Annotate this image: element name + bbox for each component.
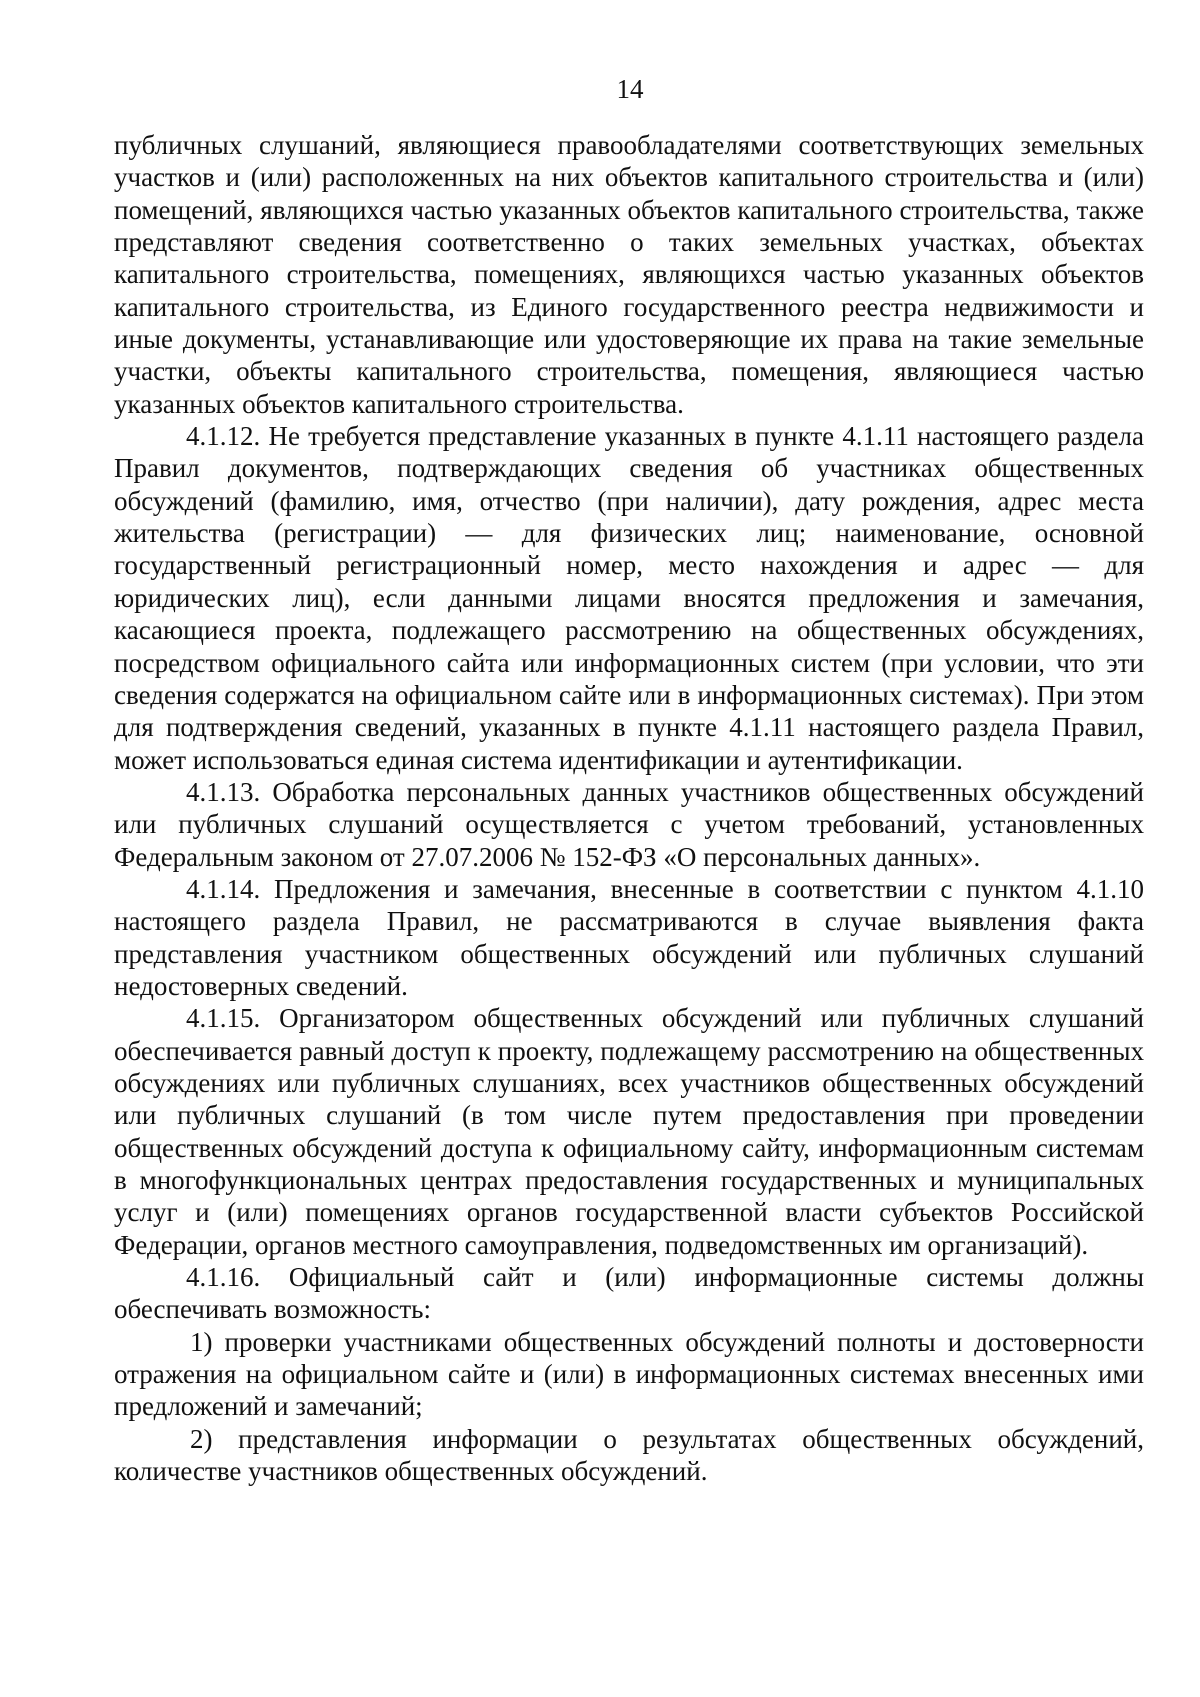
paragraph-4-1-14: 4.1.14. Предложения и замечания, внесенные в соответствии с пунктом 4.1.10 настоящего раздела Правил, не рассматриваются в случае выявления факта представления участником общественных обсуждений или публичных слушаний недостоверных сведений. [114, 873, 1144, 1001]
paragraph-4-1-16: 4.1.16. Официальный сайт и (или) информационные системы должны обеспечивать возможность: [114, 1262, 1144, 1325]
paragraph-4-1-12: 4.1.12. Не требуется представление указанных в пункте 4.1.11 настоящего раздела Правил документов, подтверждающих сведения об участниках общественных обсуждений (фамилию, имя, отчество (при наличии), дату рождения, адрес места жительства (регистрации) — для физических лиц; наименование, основной государственный регистрационный номер, место нахождения и адрес — для юридических лиц), если данными лицами вносятся предложения и замечания, касающиеся проекта, подлежащего рассмотрению на общественных обсуждениях, посредством официального сайта или информационных систем (при условии, что эти сведения содержатся на официальном сайте или в информационных системах). При этом для подтверждения сведений, указанных в пункте 4.1.11 настоящего раздела Правил, может использоваться единая система идентификации и аутентификации. [114, 421, 1144, 775]
paragraph-4-1-13: 4.1.13. Обработка персональных данных участников общественных обсуждений или публичных слушаний осуществляется с учетом требований, установленных Федеральным законом от 27.07.2006 № 152-ФЗ «О персональных данных». [114, 776, 1144, 872]
page-number: 14 [616, 74, 644, 104]
list-item-1: 1) проверки участниками общественных обсуждений полноты и достоверности отражения на официальном сайте и (или) в информационных системах внесенных ими предложений и замечаний; [114, 1326, 1144, 1422]
paragraph-continued: публичных слушаний, являющиеся правообладателями соответствующих земельных участков и (или) расположенных на них объектов капитального строительства и (или) помещений, являющихся частью указанных объектов капитального строительства, также представляют сведения соответственно о таких земельных участках, объектах капитального строительства, помещениях, являющихся частью указанных объектов капитального строительства, из Единого государственного реестра недвижимости и иные документы, устанавливающие или удостоверяющие их права на такие земельные участки, объекты капитального строительства, помещения, являющиеся частью указанных объектов капитального строительства. [114, 130, 1144, 419]
list-item-2: 2) представления информации о результатах общественных обсуждений, количестве участников общественных обсуждений. [114, 1423, 1144, 1487]
document-body [114, 129, 1144, 1487]
paragraph-4-1-15: 4.1.15. Организатором общественных обсуждений или публичных слушаний обеспечивается равный доступ к проекту, подлежащему рассмотрению на общественных обсуждениях или публичных слушаниях, всех участников общественных обсуждений или публичных слушаний (в том числе путем предоставления при проведении общественных обсуждений доступа к официальному сайту, информационным системам в многофункциональных центрах предоставления государственных и муниципальных услуг и (или) помещениях органов государственной власти субъектов Российской Федерации, органов местного самоуправления, подведомственных им организаций). [114, 1003, 1144, 1260]
